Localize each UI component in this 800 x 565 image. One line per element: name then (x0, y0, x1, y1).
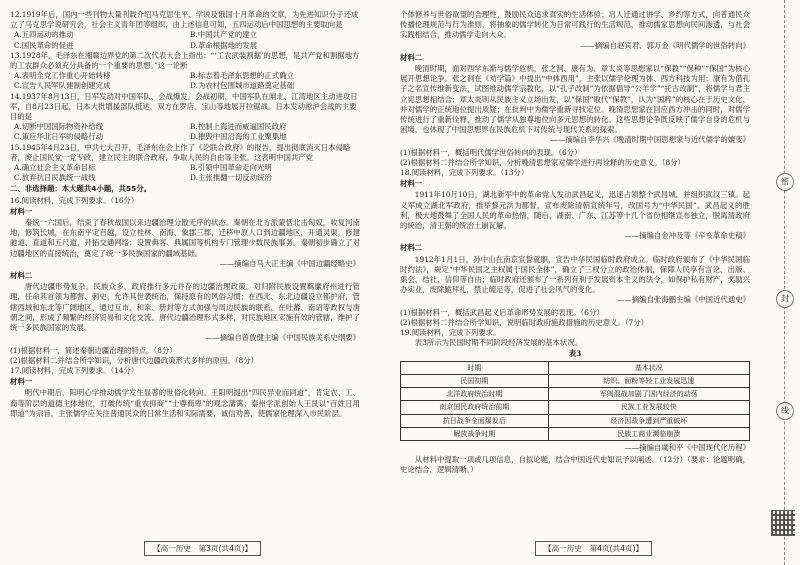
q16-material-1-source: ——摘编自马大正主编《中国边疆经略史》 (219, 258, 360, 268)
q13-option-d: D.为农村包围城市道路奠定基础 (190, 81, 295, 91)
q12-option-a: A.五四运动的推动 (14, 30, 74, 40)
left-page-column (10, 10, 360, 419)
q17-material-2-source: ——摘编自李华兴《晚清时期中国思想家与近代儒学的嬗变》 (550, 135, 750, 145)
q15-stem: 15.1945年4月23日，中共七大召开，毛泽东在会上作了《论联合政府》的报告，提出彻底消灭日本侵略者，废止国民党一党专政，建立民主的联合政府，争取人民的自由等主张。这表明中国共产党 (10, 142, 351, 162)
q14-option-d: D.摧毁中国沿海的工业聚集地 (190, 132, 287, 142)
page-footer-right: 【高一历史 第4页(共4页)】 (535, 541, 652, 556)
table-cell-period: 民国初期 (401, 374, 549, 387)
economy-table (400, 361, 750, 441)
q14-options (10, 122, 360, 142)
q18-material-2-title: 材料二 (400, 243, 423, 253)
q15-options (10, 163, 360, 183)
q17-material-1-text: 明代中期后，阳明心学推动儒学发生显著的世俗化转向。王阳明提出“四民异业而同道”，肯定农、工、商等阶层的道德主体地位，打破传统“重农抑商”“士尊商卑”的观念藩篱；泰州学派创始人王艮以“百姓日用即道”为宗旨，主张儒学应关注普通民众的日常生活和实际需要，诚信劝善，使儒家伦理深入市民阶层。 (10, 388, 360, 418)
q12-options (10, 30, 360, 50)
section-2-heading: 二、非选择题：本大题共4小题，共55分。 (10, 184, 152, 194)
q16-material-1-text: 秦统一六国后，结束了春秋战国以来边疆治理分散无序的状态。秦朝在北方派蒙恬北击匈奴，收复河南地，修筑长城，在东南平定百越，设立桂林、南海、象郡三郡，迁移中原人口到边疆地区，开通灵渠，修建驰道、直道和五尺道，开拓交通网络；设置典客、典属国等机构专门管理少数民族事务。秦朝初步确立了对边疆地区的直接统治，奠定了统一多民族国家的疆域基础。 (10, 218, 360, 258)
q19-requirement: 从材料中提取一项或几项信息，自拟论题，结合中国近代史知识予以阐述。（12分）（要求：论题明确，史论结合，逻辑清晰。） (400, 455, 750, 475)
q16-material-2-source: ——摘编自曾放健主编《中国民族关系史纲要》 (204, 333, 360, 343)
q17-requirement-2: (2)根据材料二并结合所学知识，分析晚清思想家对儒学进行再诠释的历史意义。（8分） (400, 157, 685, 167)
table-cell-status: 民族工业发展较快 (548, 401, 749, 414)
table-cell-period: 北洋政府统治时期 (401, 388, 549, 401)
q16-material-1-title: 材料一 (10, 206, 33, 216)
q12-option-d: D.革命根据地的发展 (190, 40, 258, 50)
table-row (401, 414, 750, 427)
q15-option-d: D.主张推翻一切反动统治 (190, 173, 272, 183)
q16-requirement-1: (1)根据材料一，简述秦朝边疆治理的特点。（8分） (10, 345, 177, 355)
q12-stem: 12.1919年后，国内一些刊物大量刊载介绍马克思生平、学说及俄国十月革命的文章，为先进知识分子还成立了马克思学说研究会，社会主义青年团等组织，由上述信息可知，五四运动后中国思想的主要取向是 (10, 10, 359, 30)
table-header-row (401, 361, 750, 374)
table-row (401, 388, 750, 401)
q14-option-b: B.控制上海进而威逼国民政府 (190, 122, 287, 132)
q14-option-a: A.切断中国国际物资补给线 (14, 122, 103, 132)
q16-material-2-title: 材料二 (10, 271, 33, 281)
binding-dashed-line (784, 0, 785, 565)
q16-title: 16.阅读材料，完成下列要求。（16分） (10, 195, 139, 205)
table-row (401, 427, 750, 440)
binding-char-xian: 线 (776, 402, 794, 420)
q17-material-1-title: 材料一 (10, 377, 33, 387)
q17-material-1-source: ——摘编自赵宾君、郭万金《明代儒学的世俗转向》 (580, 40, 750, 50)
table-cell-period: 南京国民政府统治前期 (401, 401, 549, 414)
q14-option-c: C.策应华北日军的侵略行动 (14, 132, 104, 142)
table-cell-status: 经济因战争遭到严重破坏 (548, 414, 749, 427)
table-row (401, 401, 750, 414)
q15-option-c: C.放弃抗日民族统一战线 (14, 173, 96, 183)
table-caption: 表3 (568, 348, 582, 358)
table-source: ——摘编自虞和平《中国现代化历程》 (624, 442, 750, 452)
table-cell-status: 军阀混战加剧了国内经济的动荡 (548, 388, 749, 401)
q18-material-2-source: ——摘编自张海鹏主编《中国近代通史》 (616, 295, 750, 305)
q13-option-b: B.标志着毛泽东思想的正式确立 (190, 71, 294, 81)
q19-title: 19.阅读材料，完成下列要求。 (400, 328, 501, 338)
q13-option-a: A.表明全党工作重心开始转移 (14, 71, 111, 81)
qr-code-icon (771, 510, 795, 536)
q16-requirement-2: (2)根据材料二并结合所学知识，分析唐代边疆政策形式多样的原因。（8分） (10, 355, 258, 365)
q17-material-1-continued: 个体修养与世俗欲望的合理性，鼓励民众追求真实的生活体验；启人迁通过讲学、乡约等方式，向普通民众传播伦理规范与行为准则，将抽象的儒学转化为日常可践行的生活规范，推动儒家思想向民间渗透，与社会实践相结合，推动儒学走向大众。 (400, 10, 750, 40)
q18-requirement-2: (2)根据材料二并结合所学知识，说明临时政府施政措施的历史意义。（7分） (400, 317, 648, 327)
q18-material-2-text: 1912年1月1日，孙中山在南京宣誓就职，宣告中华民国临时政府成立。临时政府颁布了《中华民国临时约法》，规定“中华民国之主权属于国民全体”，确立了三权分立的政治体制，保障人民享有言论、出版、集会、结社、信仰等自由；临时政府还颁布了一系列有利于发展资本主义的法令，如保护私有财产，奖励兴办实业，废除跪拜礼，禁止缠足等，促进了社会风气的变化。 (400, 254, 750, 295)
binding-char-mi: 密 (776, 173, 794, 191)
q13-options (10, 71, 360, 91)
q16-material-2-text: 唐代边疆形势复杂，民族众多，政府推行多元并存的边疆治理政策。对归附民族设置羁縻府州进行管理，任命其首领为都督、刺史，允许其世袭统治，保持原有的风俗习惯；在西北、东北边疆设立都护府，管辖西域和东北等广阔地区，通过互市、和亲、册封等方式加强与周边民族的联系，在吐蕃、南诏等政权与唐朝之间，形成了频繁的经济贸易和文化交流。唐代边疆治理形式多样，对民族地区实施有效的管辖，维护了统一多民族国家的发展。 (10, 282, 360, 333)
q17-title: 17.阅读材料，完成下列要求。（14分） (10, 365, 139, 375)
q13-option-c: C.宣告人民军队建制创建完成 (14, 81, 111, 91)
q17-requirement-1: (1)根据材料一，概括明代儒学世俗转向的表现。（6分） (400, 147, 582, 157)
q14-stem: 14.1937年8月13日，日军发动对中国军队、会战爆发。会战初期，中国军队在闸北、江湾地区主动进攻日军，自8月23日起，日本大批增援部队抵达，双方在罗店、宝山等地展开拉锯战。日本发动淞沪会战的主要目的是 (10, 91, 358, 122)
table-header-status: 基本状况 (548, 361, 749, 374)
q12-option-c: C.国民革命的促进 (14, 40, 74, 50)
binding-margin (768, 0, 800, 565)
table-header-period: 时期 (401, 361, 549, 374)
q15-option-b: B.引领中国革命走向光明 (190, 163, 272, 173)
q18-material-1-title: 材料一 (400, 179, 423, 189)
q18-material-1-text: 1911年10月10日，湖北新军中的革命党人发动武昌起义，迅速占领整个武昌城，并组织武汉三镇。起义军成立湖北军政府，推举黎元洪为都督，宣布废除清朝宣统年号，改国号为“中华民国”。武昌起义的胜利，极大地鼓舞了全国人民的革命热情，随后，湖南、广东、江苏等十几个省份相继宣布独立，脱离清政府的统治，清王朝的统治土崩瓦解。 (400, 190, 750, 231)
table-cell-status: 纺织、面粉等轻工业发展迅速 (548, 374, 749, 387)
table-cell-status: 民族工商业濒临崩溃 (548, 427, 749, 440)
q19-intro: 表3所示为民国时期不同阶段经济发展的基本状况。 (414, 338, 583, 348)
table-cell-period: 抗日战争全面爆发后 (401, 414, 549, 427)
table-row (401, 374, 750, 387)
q18-title: 18.阅读材料，完成下列要求。（13分） (400, 168, 529, 178)
q12-option-b: B.中国共产党的建立 (190, 30, 257, 40)
table-cell-period: 解放战争时期 (401, 427, 549, 440)
q15-option-a: A.确立社会主义革命目标 (14, 163, 96, 173)
q17-material-2-title: 材料二 (400, 52, 423, 62)
q18-requirement-1: (1)根据材料一，概括武昌起义后革命形势发展的表现。（6分） (400, 307, 604, 317)
page-footer-left: 【高一历史 第3页(共4页)】 (144, 541, 261, 556)
q18-material-1-source: ——摘编自金冲及等《辛亥革命史稿》 (624, 231, 750, 241)
binding-char-feng: 封 (776, 290, 794, 308)
right-page-column (400, 10, 750, 476)
q17-material-2-text: 晚清时期，面对西学东渐与儒学危机，张之洞、康有为、章太炎等思想家以“保教”“保种”“保国”为核心展开思想论争。张之洞在《劝学篇》中提出“中体西用”，主张以儒学伦理为体、西方科技为用；康有为借孔子之名宣传维新变法，试图推动儒学宗教化，以“孔子改制”为依据倡导“公羊学”“托古改制”，将儒学与君主立宪思想相结合；章太炎则从民族主义立场出发，以“保国”取代“保教”，认为“国粹”的核心在于历史文化，并对儒学的正统地位提出质疑；在批判中为儒学重新寻找定位。晚清思想家在回应西方冲击的同时，对儒学传统进行了重新诠释，推动了儒学从独尊地位向多元思想的转化。这些思想论争既反映了儒学自身的危机与困境，也体现了中国思想界在民族危机下对传统与现代关系的探索。 (400, 64, 750, 135)
q13-stem: 13.1928年，毛泽东在湘赣边界党的第二次代表大会上指出：“‘工农武装割据’的思想，是共产党和割据地方的工农群众必须充分具备的一个重要的思想。”这一论断 (10, 50, 360, 71)
